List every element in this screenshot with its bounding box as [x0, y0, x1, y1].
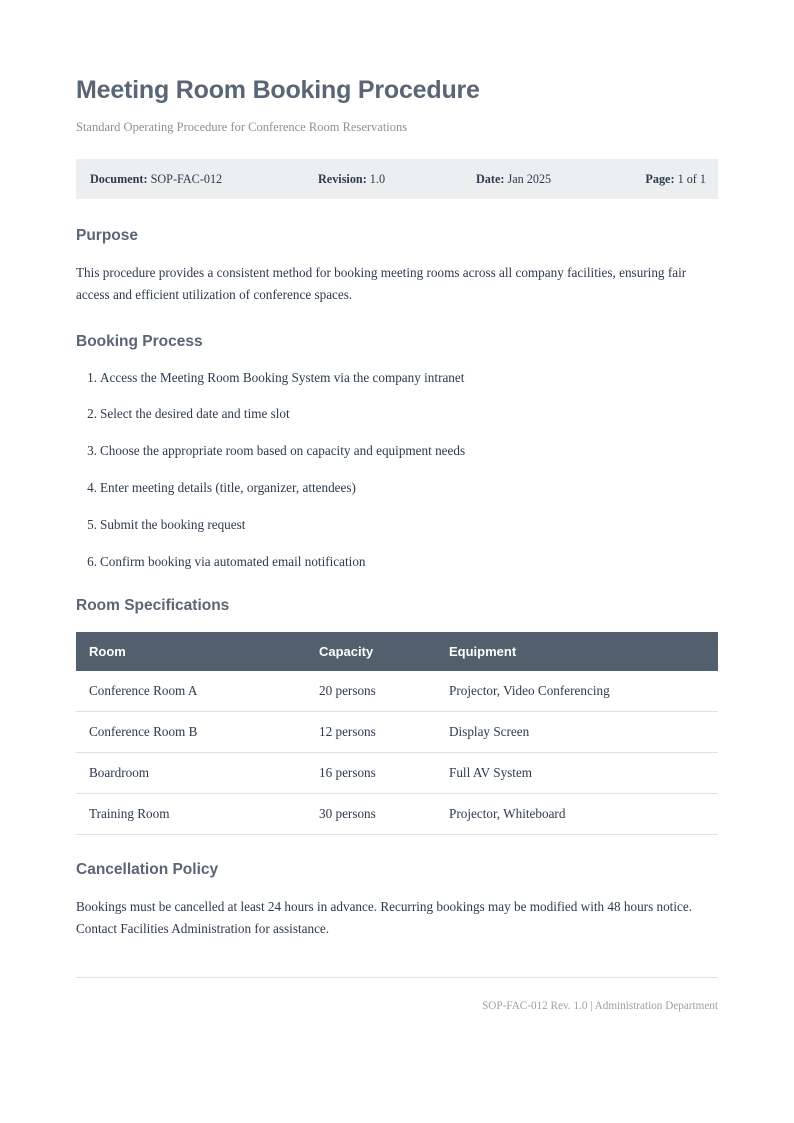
- list-item-label: Access the Meeting Room Booking System via the company intranet: [100, 369, 465, 385]
- cell-room: Boardroom: [76, 752, 319, 793]
- footer-text: SOP-FAC-012 Rev. 1.0 | Administration Department: [482, 999, 718, 1012]
- list-item: [76, 368, 718, 388]
- table-header: [76, 632, 718, 671]
- column-header-room: Room: [76, 632, 319, 671]
- metadata-value-document: SOP-FAC-012: [150, 171, 223, 186]
- list-item-number: 6.: [87, 553, 97, 569]
- column-header-capacity: Capacity: [319, 632, 449, 671]
- section-room-specifications: [76, 597, 718, 835]
- cell-equipment: Display Screen: [449, 711, 718, 752]
- list-item-number: 3.: [87, 443, 97, 459]
- metadata-field-page: [636, 172, 706, 187]
- cell-equipment: Projector, Video Conferencing: [449, 671, 718, 712]
- section-booking-process: [76, 333, 718, 571]
- table-row: [76, 752, 718, 793]
- page-subtitle: Standard Operating Procedure for Conference Room Reservations: [76, 119, 408, 134]
- page-title: Meeting Room Booking Procedure: [76, 76, 480, 104]
- metadata-label-document: Document:: [90, 171, 148, 186]
- list-item-number: 2.: [87, 406, 97, 422]
- purpose-body-text: This procedure provides a consistent method for booking meeting rooms across all company facilities, ensuring fair access and efficient utilization of conference spaces.: [76, 264, 687, 303]
- list-item: [76, 552, 718, 572]
- document-metadata-bar: [76, 159, 718, 199]
- list-item-label: Select the desired date and time slot: [100, 406, 290, 422]
- cell-room: Training Room: [76, 793, 319, 834]
- section-heading-purpose: Purpose: [76, 227, 139, 244]
- section-heading-room-specifications: Room Specifications: [76, 597, 230, 615]
- section-purpose: [76, 227, 718, 307]
- metadata-field-revision: [318, 172, 476, 187]
- list-item: [76, 515, 718, 535]
- metadata-field-document: [90, 172, 318, 187]
- cell-room: Conference Room B: [76, 711, 319, 752]
- booking-process-list: [76, 368, 718, 572]
- column-header-equipment: Equipment: [449, 632, 718, 671]
- metadata-value-date: Jan 2025: [507, 171, 552, 186]
- list-item-label: Choose the appropriate room based on capacity and equipment needs: [100, 443, 466, 459]
- cancellation-policy-body-text: Bookings must be cancelled at least 24 hours in advance. Recurring bookings may be modified with 48 hours notice. Contact Facilities Administration for assistance.: [76, 898, 693, 937]
- room-specifications-table: [76, 632, 718, 835]
- metadata-label-page: Page:: [645, 171, 675, 186]
- cell-capacity: 30 persons: [319, 793, 449, 834]
- cell-equipment: Projector, Whiteboard: [449, 793, 718, 834]
- table-header-row: [76, 632, 718, 671]
- metadata-value-revision: 1.0: [369, 171, 386, 186]
- section-cancellation-policy: [76, 861, 718, 941]
- cell-equipment: Full AV System: [449, 752, 718, 793]
- document-footer: [76, 977, 718, 1014]
- section-heading-booking-process: Booking Process: [76, 333, 203, 350]
- list-item-label: Confirm booking via automated email notification: [100, 553, 366, 569]
- list-item: [76, 478, 718, 498]
- list-item-label: Enter meeting details (title, organizer, attendees): [100, 479, 356, 495]
- list-item: [76, 404, 718, 424]
- metadata-label-revision: Revision:: [318, 171, 367, 186]
- section-heading-cancellation-policy: Cancellation Policy: [76, 860, 219, 878]
- list-item-label: Submit the booking request: [100, 516, 246, 532]
- list-item: [76, 441, 718, 461]
- table-body: [76, 671, 718, 835]
- cell-capacity: 16 persons: [319, 752, 449, 793]
- table-row: [76, 671, 718, 712]
- list-item-number: 4.: [87, 479, 97, 495]
- metadata-value-page: 1 of 1: [677, 171, 706, 186]
- cell-capacity: 20 persons: [319, 671, 449, 712]
- table-row: [76, 793, 718, 834]
- metadata-label-date: Date:: [476, 171, 505, 186]
- metadata-field-date: [476, 172, 636, 187]
- list-item-number: 5.: [87, 516, 97, 532]
- table-row: [76, 711, 718, 752]
- list-item-number: 1.: [87, 369, 97, 385]
- cell-room: Conference Room A: [76, 671, 319, 712]
- cell-capacity: 12 persons: [319, 711, 449, 752]
- document-content: [76, 76, 718, 1014]
